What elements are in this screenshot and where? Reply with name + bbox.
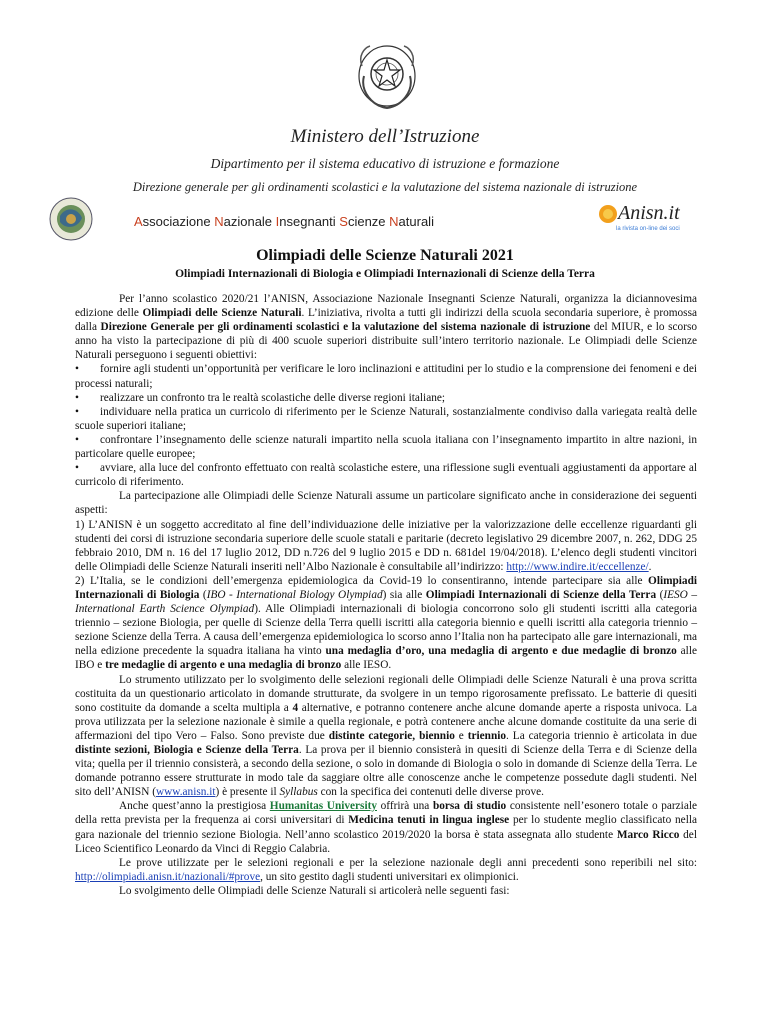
- document-title: Olimpiadi delle Scienze Naturali 2021: [256, 247, 514, 264]
- document-body: [75, 292, 697, 898]
- paragraph-accreditation: 1) L’ANISN è un soggetto accreditato al fine dell’individuazione delle iniziative per la valorizzazione delle eccellenze riguardanti gli studenti dei corsi di istruzione secondaria superiore delle scuole statali e paritarie (decreto legislativo 29 dicembre 2007, n. 262, DDG 25 febbraio 2010, DM n. 16 del 17 luglio 2012, DD n.726 del 9 luglio 2015 e DD n. 681del 19/04/2018). L’elenco degli studenti vincitori delle Olimpiadi delle Scienze Naturali inseriti nell’Albo Nazionale è consultabile all’indirizzo: http://www.indire.it/eccellenze/.: [75, 518, 697, 573]
- direction-name: Direzione generale per gli ordinamenti scolastici e la valutazione del sistema nazionale di istruzione: [132, 180, 638, 194]
- italian-republic-emblem-icon: [354, 36, 420, 112]
- anisn-it-logo: [596, 200, 692, 236]
- bullet-icon: •: [75, 462, 79, 475]
- association-header: [48, 196, 718, 242]
- objective-item: • confrontare l’insegnamento delle scienze naturali impartito nella scuola italiana con l’insegnamento impartito in altre nazioni, in particolare quelle europee;: [75, 433, 697, 461]
- bullet-icon: •: [75, 405, 79, 418]
- paragraph-previous-tests: Le prove utilizzate per le selezioni regionali e per la selezione nazionale degli anni precedenti sono reperibili nel sito: http://olimpiadi.anisn.it/nazionali/#prove, un sito gestito dagli studenti universitari ex olimpionici.: [75, 856, 697, 883]
- paragraph-scholarship: Anche quest’anno la prestigiosa Humanitas University offrirà una borsa di studio consistente nell’esonero totale o parziale della retta prevista per la frequenza ai corsi universitari di Medicina tenuti in lingua inglese per lo studente meglio classificato nella gara nazionale del triennio sezione Biologia. Nell’anno scolastico 2019/2020 la borsa è stata assegnata allo studente Marco Ricco del Liceo Scientifico Leonardo da Vinci di Reggio Calabria.: [75, 800, 697, 855]
- sun-icon: [596, 202, 620, 226]
- olimpiadi-prove-link[interactable]: http://olimpiadi.anisn.it/nazionali/#prove: [75, 870, 261, 883]
- anisn-logo-icon: [48, 196, 94, 242]
- indire-link[interactable]: http://www.indire.it/eccellenze/: [506, 560, 649, 573]
- objective-item: • fornire agli studenti un’opportunità per verificare le loro inclinazioni e attitudini per lo studio e la comprensione dei fenomeni e dei processi naturali;: [75, 363, 697, 390]
- paragraph-international: 2) L’Italia, se le condizioni dell’emergenza epidemiologica da Covid-19 lo consentiranno, intende partecipare sia alle Olimpiadi Internazionali di Biologia (IBO - International Biology Olympiad) sia alle Olimpiadi Internazionali di Scienze della Terra (IESO – International Earth Science Olympiad). Alle Olimpiadi internazionali di biologia concorrono solo gli studenti iscritti alla categoria triennio – sezione Biologia, per quelle di Scienze della Terra quelli iscritti alla categoria biennio e quelli iscritti alla categoria triennio – sezione Scienze della Terra. A causa dell’emergenza epidemiologica lo scorso anno l’Italia non ha partecipato alle gare internazionali, ma nella edizione precedente la squadra italiana ha vinto una medaglia d’oro, una medaglia di argento e due medaglie di bronzo alle IBO e tre medaglie di argento e una medaglia di bronzo alle IESO.: [75, 574, 698, 672]
- bullet-icon: •: [75, 363, 79, 376]
- humanitas-university-link[interactable]: Humanitas University: [269, 800, 377, 813]
- objective-item: • realizzare un confronto tra le realtà scolastiche delle diverse regioni italiane;: [75, 391, 446, 404]
- anisn-it-logo-subtext: la rivista on-line dei soci: [616, 226, 680, 232]
- bullet-icon: •: [75, 391, 79, 404]
- ministry-name: Ministero dell’Istruzione: [290, 126, 480, 147]
- objective-item: • avviare, alla luce del confronto effettuato con realtà scolastiche estere, una riflessione sugli eventuali aggiustamenti da apportare al curricolo di riferimento.: [75, 462, 697, 489]
- paragraph-significance: La partecipazione alle Olimpiadi delle Scienze Naturali assume un particolare significato anche in considerazione dei seguenti aspetti:: [75, 490, 697, 517]
- anisn-site-link[interactable]: www.anisn.it: [155, 786, 216, 799]
- association-name: Associazione Nazionale Insegnanti Scienze Naturali: [134, 214, 434, 229]
- paragraph-test-format: Lo strumento utilizzato per lo svolgimento delle selezioni regionali delle Olimpiadi delle Scienze Naturali è una prova scritta costituita da un questionario articolato in domande strutturate, da svolgere in un tempo rigorosamente prefissato. Le batterie di quesiti sono costituite da domande a scelta multipla a 4 alternative, e potranno contenere anche alcune domande aperte a risposta univoca. La prova utilizzata per la selezione nazionale è simile a quella regionale, e potrà contenere anche alcune domande costituite da una serie di affermazioni del tipo Vero – Falso. Sono previste due distinte categorie, biennio e triennio. La categoria triennio è articolata in due distinte sezioni, Biologia e Scienze della Terra. La prova per il biennio consisterà in quesiti di Scienze della Terra e di Scienze della vita; quella per il triennio consisterà, a secondo della sezione, o solo in domande di Biologia o solo in domande di Scienze della Terra. Le domande potranno essere strutturate in modo tale da saggiare oltre alle conoscenze anche le competenze possedute dagli studenti. Nel sito dell’ANISN (www.anisn.it) è presente il Syllabus con la specifica dei contenuti delle diverse prove.: [75, 673, 698, 799]
- paragraph-intro: Per l’anno scolastico 2020/21 l’ANISN, Associazione Nazionale Insegnanti Scienze Naturali, organizza la diciannovesima edizione delle Olimpiadi delle Scienze Naturali. L’iniziativa, rivolta a tutti gli indirizzi della scuola secondaria superiore, è promossa dalla Direzione Generale per gli ordinamenti scolastici e la valutazione del sistema nazionale di istruzione del MIUR, e lo scorso anno ha visto la partecipazione di più di 400 scuole superiori distribuite sull’intero territorio nazionale. Le Olimpiadi delle Scienze Naturali perseguono i seguenti obiettivi:: [75, 293, 697, 362]
- anisn-it-logo-text: Anisn.it: [618, 202, 680, 224]
- document-subtitle: Olimpiadi Internazionali di Biologia e Olimpiadi Internazionali di Scienze della Terra: [175, 268, 595, 280]
- bullet-icon: •: [75, 433, 79, 446]
- paragraph-phases: Lo svolgimento delle Olimpiadi delle Scienze Naturali si articolerà nelle seguenti fasi:: [119, 884, 510, 897]
- department-name: Dipartimento per il sistema educativo di istruzione e formazione: [210, 156, 560, 171]
- objective-item: • individuare nella pratica un curricolo di riferimento per le Scienze Naturali, sostanzialmente condiviso dalla variegata realtà delle scuole superiori italiane;: [75, 405, 697, 432]
